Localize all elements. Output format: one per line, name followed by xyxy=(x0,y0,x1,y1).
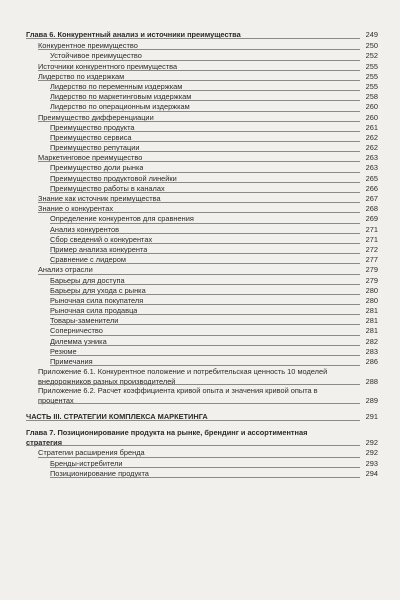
entry-page: 262 xyxy=(365,143,378,153)
entry-page: 288 xyxy=(365,376,378,386)
toc-entry xyxy=(26,133,378,143)
toc-entry xyxy=(26,276,378,286)
entry-page: 293 xyxy=(365,458,378,468)
toc-entry xyxy=(26,296,378,306)
toc-entry xyxy=(26,41,378,51)
entry-title: Лидерство по переменным издержкам xyxy=(50,81,183,91)
entry-page: 282 xyxy=(365,336,378,346)
entry-rule xyxy=(38,384,360,385)
entry-page: 281 xyxy=(365,326,378,336)
entry-page: 281 xyxy=(365,316,378,326)
entry-rule xyxy=(38,121,360,122)
entry-rule xyxy=(50,253,360,254)
entry-page: 269 xyxy=(365,214,378,224)
entry-page: 265 xyxy=(365,173,378,183)
entry-rule xyxy=(38,212,360,213)
toc-entry xyxy=(26,225,378,235)
entry-page: 279 xyxy=(365,275,378,285)
entry-title: Приложение 6.1. Конкурентное положение и потребительская ценность 10 моделей внедорожников разных производителей xyxy=(38,367,328,386)
entry-title: Барьеры для ухода с рынка xyxy=(50,285,146,295)
entry-page: 277 xyxy=(365,255,378,265)
entry-title: ЧАСТЬ III. СТРАТЕГИИ КОМПЛЕКСА МАРКЕТИНГА xyxy=(26,412,208,422)
entry-page: 294 xyxy=(365,468,378,478)
entry-rule xyxy=(38,457,360,458)
entry-rule xyxy=(38,80,360,81)
toc-entry xyxy=(26,174,378,184)
entry-rule xyxy=(26,420,360,421)
toc-entry xyxy=(26,184,378,194)
entry-rule xyxy=(50,294,360,295)
entry-page: 255 xyxy=(365,81,378,91)
entry-rule xyxy=(50,182,360,183)
entry-page: 263 xyxy=(365,153,378,163)
entry-title: Источники конкурентного преимущества xyxy=(38,61,178,71)
entry-rule xyxy=(50,131,360,132)
entry-title: Пример анализа конкурента xyxy=(50,244,148,254)
entry-rule xyxy=(38,70,360,71)
entry-title: Дилемма узника xyxy=(50,336,107,346)
entry-page: 250 xyxy=(365,41,378,51)
toc-entry xyxy=(26,459,378,469)
toc-entry xyxy=(26,386,378,405)
entry-title: Преимущество репутации xyxy=(50,143,140,153)
entry-page: 292 xyxy=(365,448,378,458)
entry-page: 271 xyxy=(365,224,378,234)
toc-entry xyxy=(26,102,378,112)
entry-title: Лидерство по издержкам xyxy=(38,71,125,81)
toc-entry xyxy=(26,428,378,447)
entry-rule xyxy=(50,151,360,152)
toc-entry xyxy=(26,367,378,386)
entry-title: Бренды-истребители xyxy=(50,458,123,468)
entry-page: 279 xyxy=(365,265,378,275)
entry-page: 268 xyxy=(365,204,378,214)
entry-rule xyxy=(50,223,360,224)
entry-title: Конкурентное преимущество xyxy=(38,41,138,51)
toc-entry xyxy=(26,30,378,40)
entry-rule xyxy=(26,38,360,39)
entry-title: Преимущество работы в каналах xyxy=(50,183,165,193)
entry-rule xyxy=(50,141,360,142)
entry-title: Барьеры для доступа xyxy=(50,275,125,285)
entry-title: Преимущество продуктовой линейки xyxy=(50,173,177,183)
toc-entry xyxy=(26,448,378,458)
entry-title: Стратегии расширения бренда xyxy=(38,448,145,458)
entry-page: 291 xyxy=(365,412,378,422)
toc-entry xyxy=(26,469,378,479)
entry-rule xyxy=(50,355,360,356)
entry-page: 280 xyxy=(365,295,378,305)
toc-entry xyxy=(26,357,378,367)
entry-rule xyxy=(50,111,360,112)
toc-entry xyxy=(26,113,378,123)
entry-title: Сравнение с лидером xyxy=(50,255,126,265)
entry-page: 280 xyxy=(365,285,378,295)
entry-rule xyxy=(50,284,360,285)
entry-title: Сбор сведений о конкурентах xyxy=(50,234,153,244)
toc-entry xyxy=(26,143,378,153)
entry-page: 252 xyxy=(365,51,378,61)
entry-title: Глава 7. Позиционирование продукта на рынке, брендинг и ассортиментная стратегия xyxy=(26,428,308,447)
toc-entry xyxy=(26,194,378,204)
table-of-contents xyxy=(26,30,378,479)
entry-rule xyxy=(50,365,360,366)
entry-title: Резюме xyxy=(50,346,77,356)
entry-rule xyxy=(26,445,360,446)
entry-rule xyxy=(50,192,360,193)
entry-page: 283 xyxy=(365,346,378,356)
entry-title: Преимущество дифференциации xyxy=(38,112,154,122)
entry-page: 267 xyxy=(365,194,378,203)
entry-title: Товары-заменители xyxy=(50,316,119,326)
toc-entry xyxy=(26,255,378,265)
entry-rule xyxy=(50,467,360,468)
entry-rule xyxy=(50,243,360,244)
entry-title: Приложение 6.2. Расчет коэффициента кривой опыта и значения кривой опыта в процентах xyxy=(38,386,318,405)
entry-page: 286 xyxy=(365,357,378,366)
entry-title: Анализ отрасли xyxy=(38,265,93,275)
toc-entry xyxy=(26,51,378,61)
toc-entry xyxy=(26,72,378,82)
toc-entry xyxy=(26,82,378,92)
toc-entry xyxy=(26,316,378,326)
entry-rule xyxy=(50,324,360,325)
entry-page: 281 xyxy=(365,306,378,316)
entry-rule xyxy=(38,161,360,162)
entry-rule xyxy=(50,345,360,346)
entry-page: 261 xyxy=(365,122,378,132)
toc-entry xyxy=(26,347,378,357)
entry-title: Преимущество доли рынка xyxy=(50,163,144,173)
entry-title: Позиционирование продукта xyxy=(50,468,149,478)
entry-page: 263 xyxy=(365,163,378,173)
entry-rule xyxy=(50,233,360,234)
entry-rule xyxy=(50,335,360,336)
entry-page: 266 xyxy=(365,183,378,193)
entry-title: Рыночная сила продавца xyxy=(50,306,138,316)
entry-rule xyxy=(50,477,360,478)
entry-rule xyxy=(38,274,360,275)
entry-title: Устойчивое преимущество xyxy=(50,51,142,61)
entry-page: 289 xyxy=(365,395,378,405)
entry-title: Лидерство по маркетинговым издержкам xyxy=(50,92,192,102)
toc-entry xyxy=(26,326,378,336)
entry-page: 260 xyxy=(365,112,378,122)
entry-rule xyxy=(50,304,360,305)
entry-rule xyxy=(38,403,360,404)
entry-rule xyxy=(38,49,360,50)
entry-title: Примечания xyxy=(50,357,93,366)
entry-rule xyxy=(38,202,360,203)
entry-title: Рыночная сила покупателя xyxy=(50,295,144,305)
part-heading xyxy=(26,412,378,422)
entry-page: 271 xyxy=(365,234,378,244)
toc-entry xyxy=(26,62,378,72)
toc-entry xyxy=(26,245,378,255)
toc-entry xyxy=(26,265,378,275)
entry-title: Определение конкурентов для сравнения xyxy=(50,214,194,224)
entry-rule xyxy=(50,60,360,61)
entry-title: Маркетинговое преимущество xyxy=(38,153,143,163)
entry-rule xyxy=(50,263,360,264)
entry-title: Анализ конкурентов xyxy=(50,224,120,234)
entry-page: 292 xyxy=(365,437,378,447)
entry-page: 255 xyxy=(365,61,378,71)
toc-entry xyxy=(26,306,378,316)
entry-title: Соперничество xyxy=(50,326,103,336)
toc-entry xyxy=(26,214,378,224)
entry-page: 255 xyxy=(365,71,378,81)
toc-entry xyxy=(26,123,378,133)
toc-entry xyxy=(26,163,378,173)
entry-rule xyxy=(50,100,360,101)
entry-rule xyxy=(50,90,360,91)
entry-title: Глава 6. Конкурентный анализ и источники преимущества xyxy=(26,30,241,39)
entry-page: 272 xyxy=(365,244,378,254)
entry-page: 249 xyxy=(365,30,378,39)
entry-title: Знание как источник преимущества xyxy=(38,194,161,203)
entry-rule xyxy=(50,172,360,173)
toc-entry xyxy=(26,153,378,163)
entry-title: Знание о конкурентах xyxy=(38,204,114,214)
entry-title: Лидерство по операционным издержкам xyxy=(50,102,190,112)
toc-entry xyxy=(26,92,378,102)
toc-entry xyxy=(26,286,378,296)
entry-page: 260 xyxy=(365,102,378,112)
toc-entry xyxy=(26,235,378,245)
entry-title: Преимущество сервиса xyxy=(50,132,132,142)
entry-title: Преимущество продукта xyxy=(50,122,135,132)
entry-page: 258 xyxy=(365,92,378,102)
toc-entry xyxy=(26,204,378,214)
toc-entry xyxy=(26,337,378,347)
entry-page: 262 xyxy=(365,132,378,142)
entry-rule xyxy=(50,314,360,315)
